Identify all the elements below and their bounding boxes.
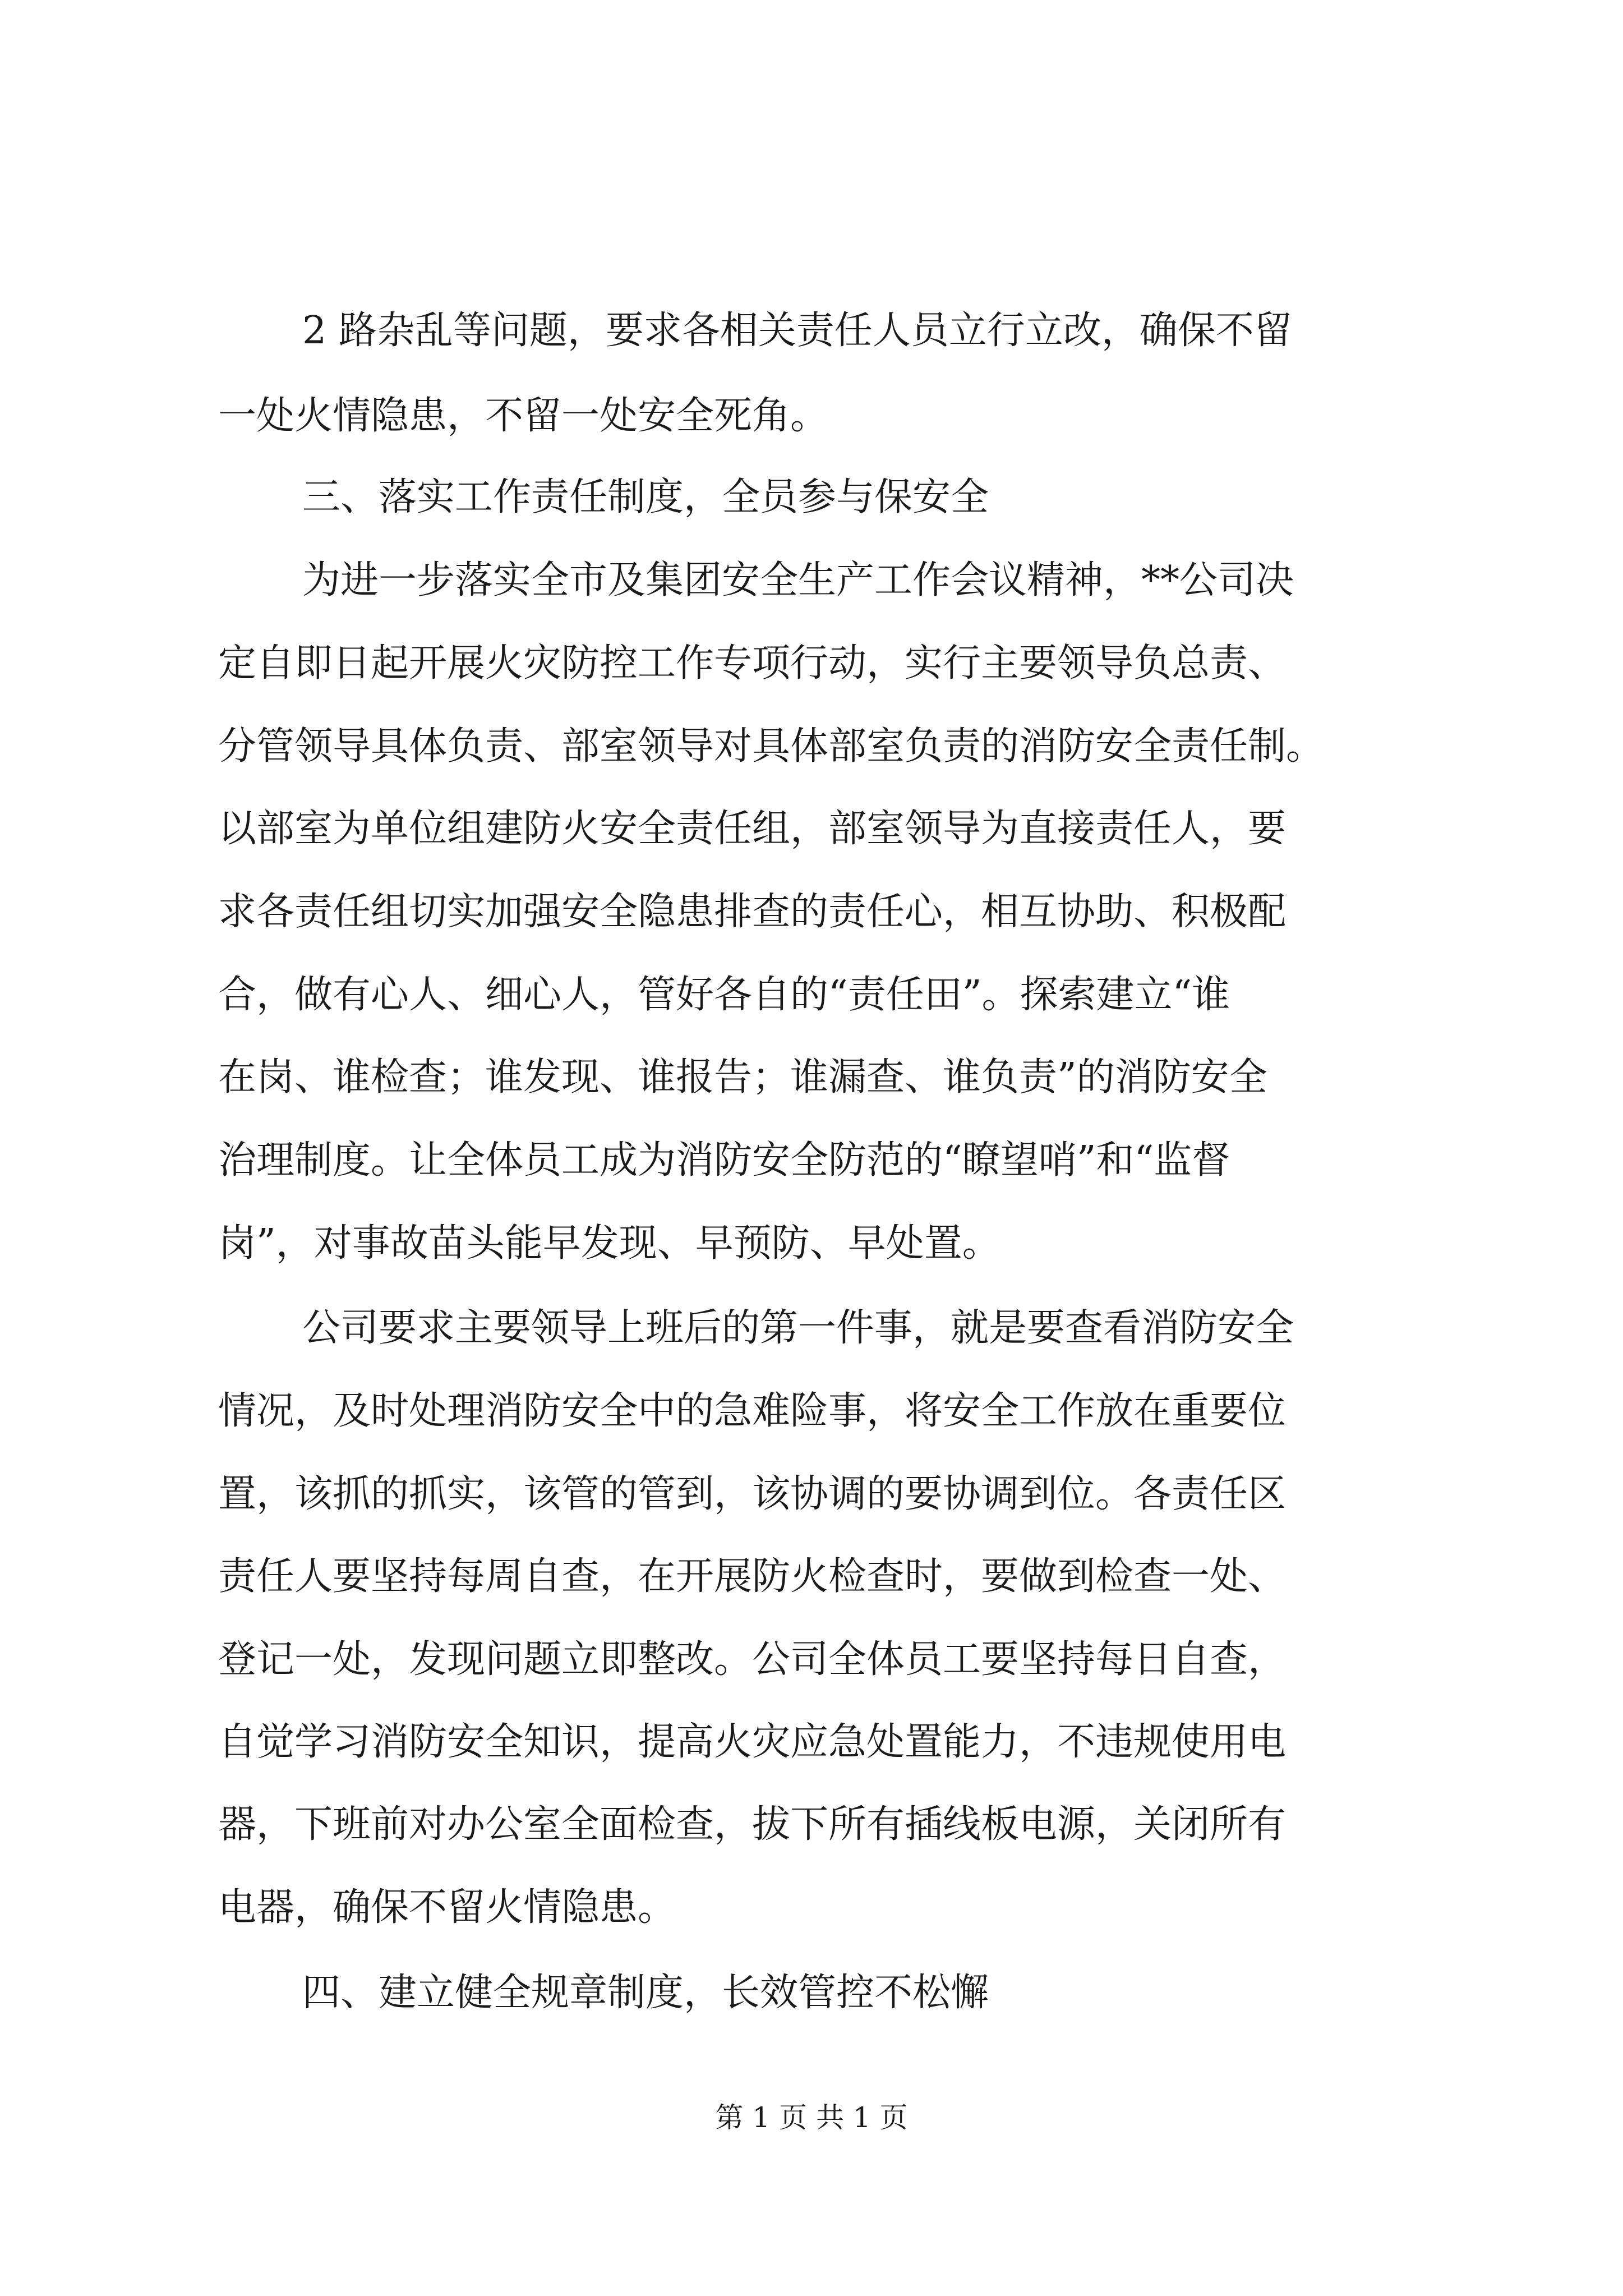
text-line-19: 器，下班前对办公室全面检查，拔下所有插线板电源，关闭所有 <box>218 1802 1287 1847</box>
text-line-5: 定自即日起开展火灾防控工作专项行动，实行主要领导负总责、 <box>218 641 1287 685</box>
text-line-13: 公司要求主要领导上班后的第一件事，就是要查看消防安全 <box>302 1306 1294 1350</box>
text-line-10: 在岗、谁检查；谁发现、谁报告；谁漏查、谁负责”的消防安全 <box>218 1055 1267 1099</box>
page-footer: 第 1 页 共 1 页 <box>715 2101 908 2134</box>
text-line-2: 一处火情隐患，不留一处安全死角。 <box>218 394 829 438</box>
text-line-4: 为进一步落实全市及集团安全生产工作会议精神，**公司决 <box>302 558 1294 602</box>
text-line-1: 2 路杂乱等问题，要求各相关责任人员立行立改，确保不留 <box>302 309 1292 353</box>
text-line-8: 求各责任组切实加强安全隐患排查的责任心，相互协助、积极配 <box>218 890 1287 934</box>
section-heading-21: 四、建立健全规章制度，长效管控不松懈 <box>302 1971 989 2015</box>
text-line-12: 岗”，对事故苗头能早发现、早预防、早处置。 <box>218 1221 1000 1266</box>
text-line-11: 治理制度。让全体员工成为消防安全防范的“瞭望哨”和“监督 <box>218 1138 1230 1182</box>
text-line-7: 以部室为单位组建防火安全责任组，部室领导为直接责任人，要 <box>218 807 1287 851</box>
text-line-18: 自觉学习消防安全知识，提高火灾应急处置能力，不违规使用电 <box>218 1720 1287 1764</box>
text-line-20: 电器，确保不留火情隐患。 <box>218 1885 676 1930</box>
section-heading-3: 三、落实工作责任制度，全员参与保安全 <box>302 475 989 519</box>
text-line-17: 登记一处，发现问题立即整改。公司全体员工要坚持每日自查， <box>218 1637 1287 1682</box>
text-line-14: 情况，及时处理消防安全中的急难险事，将安全工作放在重要位 <box>218 1389 1287 1433</box>
text-line-6: 分管领导具体负责、部室领导对具体部室负责的消防安全责任制。 <box>218 724 1325 769</box>
text-line-15: 置，该抓的抓实，该管的管到，该协调的要协调到位。各责任区 <box>218 1472 1287 1516</box>
text-line-16: 责任人要坚持每周自查，在开展防火检查时，要做到检查一处、 <box>218 1554 1287 1599</box>
text-line-9: 合，做有心人、细心人，管好各自的“责任田”。探索建立“谁 <box>218 973 1230 1017</box>
